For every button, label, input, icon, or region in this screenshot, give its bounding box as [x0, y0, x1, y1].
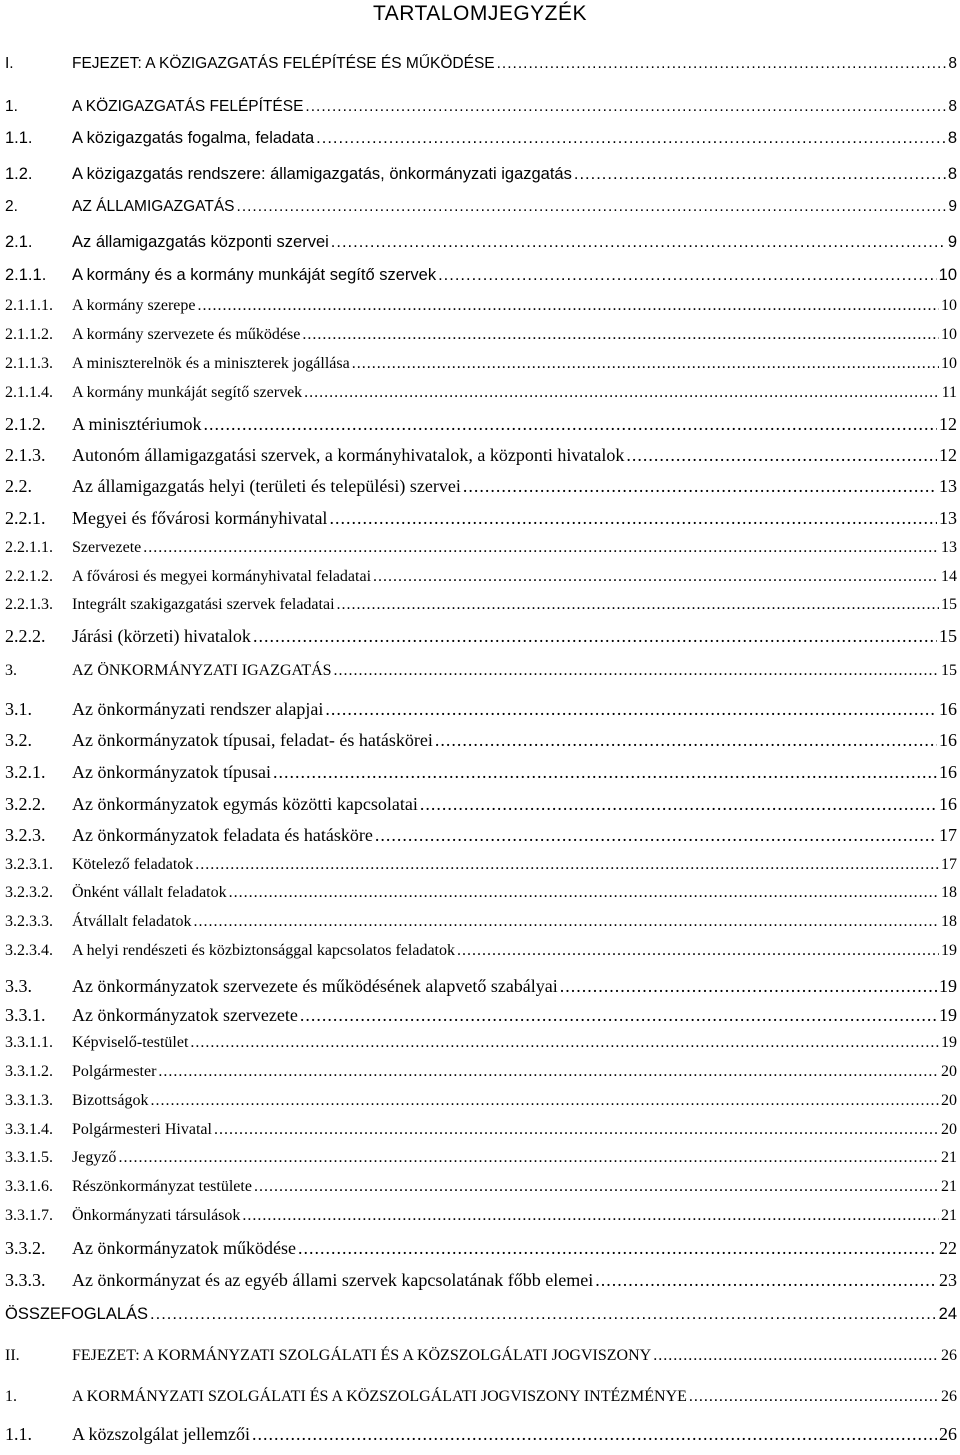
toc-entry-page: 15 — [941, 596, 957, 613]
toc-entry-number: 3.2.1. — [5, 762, 46, 782]
toc-entry[interactable] — [5, 700, 957, 718]
toc-entry-number: 3.3.1.6. — [5, 1178, 53, 1195]
toc-entry-page: 13 — [939, 476, 957, 496]
toc-entry-title: A miniszterelnök és a miniszterek jogállása — [72, 355, 350, 372]
toc-entry-number: 3.3.1.3. — [5, 1092, 53, 1109]
toc-entry-title: A KORMÁNYZATI SZOLGÁLATI ÉS A KÖZSZOLGÁLATI JOGVISZONY INTÉZMÉNYE — [72, 1388, 687, 1405]
toc-entry[interactable] — [5, 1425, 957, 1443]
toc-entry-number: 1.2. — [5, 165, 33, 183]
toc-dot-leader — [435, 731, 937, 749]
toc-dot-leader — [298, 1239, 937, 1257]
toc-entry-number: 2.2.1.1. — [5, 539, 53, 556]
toc-entry-page: 8 — [947, 165, 957, 183]
toc-entry-number: 3.3.1.2. — [5, 1063, 53, 1080]
toc-entry[interactable] — [5, 415, 957, 433]
toc-entry[interactable] — [5, 1150, 957, 1166]
toc-entry-title: Részönkormányzat testülete — [72, 1178, 252, 1195]
toc-entry-page: 18 — [941, 884, 957, 901]
toc-entry-title: Megyei és fővárosi kormányhivatal — [72, 508, 328, 528]
toc-dot-leader — [305, 99, 946, 115]
toc-entry[interactable] — [5, 977, 957, 995]
toc-entry-title: Integrált szakigazgatási szervek feladatai — [72, 596, 335, 613]
toc-entry-page: 16 — [939, 699, 957, 719]
toc-entry-title: A KÖZIGAZGATÁS FELÉPÍTÉSE — [72, 98, 304, 115]
toc-entry-title: Kötelező feladatok — [72, 856, 194, 873]
toc-entry-number: 2.1.1.4. — [5, 384, 53, 401]
toc-entry-title: Szervezete — [72, 539, 142, 556]
toc-entry[interactable] — [5, 327, 957, 343]
toc-entry-title: A közigazgatás fogalma, feladata — [72, 129, 315, 147]
toc-entry-title: Az önkormányzat és az egyéb állami szervek kapcsolatának főbb elemei — [72, 1270, 594, 1290]
toc-entry-title: FEJEZET: A KORMÁNYZATI SZOLGÁLATI ÉS A KÖZSZOLGÁLATI JOGVISZONY — [72, 1347, 652, 1364]
toc-entry[interactable] — [5, 298, 957, 314]
toc-entry[interactable] — [5, 56, 957, 72]
toc-entry-title: Bizottságok — [72, 1092, 149, 1109]
toc-entry-number: 2.2.1.2. — [5, 568, 53, 585]
toc-dot-leader — [560, 977, 937, 995]
toc-entry-number: 3.3.1. — [5, 1005, 46, 1025]
toc-entry-page: 26 — [941, 1347, 957, 1364]
toc-dot-leader — [316, 130, 946, 147]
toc-entry-page: 10 — [941, 326, 957, 343]
toc-dot-leader — [118, 1150, 939, 1166]
toc-dot-leader — [595, 1271, 937, 1289]
toc-entry-page: 13 — [941, 539, 957, 556]
toc-entry-title: AZ ÖNKORMÁNYZATI IGAZGATÁS — [72, 662, 332, 679]
toc-dot-leader — [304, 385, 939, 401]
toc-entry-number: 1.1. — [5, 1424, 32, 1444]
toc-entry-title: Átvállalt feladatok — [72, 913, 192, 930]
toc-entry-page: 20 — [941, 1121, 957, 1138]
toc-entry[interactable] — [5, 1064, 957, 1080]
toc-entry-page: 24 — [938, 1305, 957, 1323]
toc-dot-leader — [194, 914, 939, 930]
toc-entry-number: I. — [5, 55, 14, 72]
toc-dot-leader — [204, 415, 938, 433]
toc-entry-number: 3.2.2. — [5, 794, 46, 814]
toc-entry-page: 21 — [941, 1149, 957, 1166]
toc-entry-page: 8 — [947, 129, 957, 147]
toc-entry[interactable] — [5, 477, 957, 495]
toc-entry-page: 9 — [947, 233, 957, 251]
toc-entry-title: Járási (körzeti) hivatalok — [72, 626, 251, 646]
toc-entry-title: A kormány szervezete és működése — [72, 326, 301, 343]
toc-entry[interactable] — [5, 731, 957, 749]
toc-entry[interactable] — [5, 267, 957, 284]
toc-entry-page: 13 — [939, 508, 957, 528]
toc-entry[interactable] — [5, 1179, 957, 1195]
toc-entry-number: 3.3. — [5, 976, 32, 996]
toc-entry-title: A közigazgatás rendszere: államigazgatás, önkormányzati igazgatás — [72, 165, 572, 183]
toc-entry-number: 3.2. — [5, 730, 32, 750]
toc-entry[interactable] — [5, 663, 957, 679]
toc-entry-page: 19 — [941, 942, 957, 959]
toc-entry-title: Az önkormányzatok működése — [72, 1238, 296, 1258]
toc-entry[interactable] — [5, 1348, 957, 1364]
toc-dot-leader — [463, 477, 937, 495]
toc-entry-number: 2. — [5, 198, 18, 215]
toc-entry[interactable] — [5, 1239, 957, 1257]
toc-entry-number: 3.1. — [5, 699, 32, 719]
toc-entry[interactable] — [5, 1271, 957, 1289]
toc-dot-leader — [337, 597, 939, 613]
toc-dot-leader — [198, 298, 939, 314]
toc-dot-leader — [325, 700, 937, 718]
toc-entry-number: 3.2.3.2. — [5, 884, 53, 901]
toc-entry-title: Az önkormányzatok típusai, feladat- és hatáskörei — [72, 730, 433, 750]
toc-entry-page: 19 — [939, 1005, 957, 1025]
toc-entry[interactable] — [5, 130, 957, 147]
toc-dot-leader — [497, 56, 947, 72]
toc-entry-number: 3.2.3.4. — [5, 942, 53, 959]
page-title: TARTALOMJEGYZÉK — [372, 2, 588, 25]
toc-entry-number: 1. — [5, 98, 18, 115]
toc-dot-leader — [158, 1064, 939, 1080]
toc-entry-number: 3.3.1.1. — [5, 1034, 53, 1051]
toc-dot-leader — [300, 1006, 937, 1024]
toc-dot-leader — [626, 446, 937, 464]
toc-entry-page: 23 — [939, 1270, 957, 1290]
toc-entry-number: 2.1.2. — [5, 414, 46, 434]
toc-dot-leader — [574, 166, 946, 183]
toc-entry-number: 2.2. — [5, 476, 32, 496]
toc-entry[interactable] — [5, 1208, 957, 1224]
toc-entry-title: A közszolgálat jellemzői — [72, 1424, 250, 1444]
toc-entry[interactable] — [5, 1306, 957, 1323]
toc-entry-title: Az önkormányzatok feladata és hatásköre — [72, 825, 373, 845]
toc-entry[interactable] — [5, 1006, 957, 1024]
toc-entry-title: Az államigazgatás központi szervei — [72, 233, 329, 251]
toc-entry-title: AZ ÁLLAMIGAZGATÁS — [72, 198, 235, 215]
toc-entry[interactable] — [5, 914, 957, 930]
toc-entry[interactable] — [5, 99, 957, 115]
toc-entry[interactable] — [5, 763, 957, 781]
toc-entry-page: 10 — [941, 297, 957, 314]
toc-entry-number: 3.2.3. — [5, 825, 46, 845]
toc-entry-title: A kormány és a kormány munkáját segítő szervek — [72, 266, 437, 284]
toc-entry-number: 2.1.3. — [5, 445, 46, 465]
toc-entry-page: 15 — [941, 662, 957, 679]
toc-entry-number: 3.3.1.7. — [5, 1207, 53, 1224]
toc-entry-number: 3.2.3.3. — [5, 913, 53, 930]
toc-entry[interactable] — [5, 385, 957, 401]
toc-entry-title: Polgármester — [72, 1063, 157, 1080]
toc-entry-page: 19 — [941, 1034, 957, 1051]
toc-entry-page: 8 — [948, 55, 957, 72]
toc-dot-leader — [237, 199, 947, 215]
toc-entry-title: Önként vállalt feladatok — [72, 884, 227, 901]
toc-entry-number: 3.3.3. — [5, 1270, 46, 1290]
toc-dot-leader — [150, 1093, 939, 1109]
toc-entry-title: Önkormányzati társulások — [72, 1207, 241, 1224]
toc-dot-leader — [253, 627, 937, 645]
toc-entry[interactable] — [5, 569, 957, 585]
toc-dot-leader — [254, 1179, 939, 1195]
toc-entry[interactable] — [5, 826, 957, 844]
toc-entry-page: 17 — [939, 825, 957, 845]
toc-entry-number: 3.3.2. — [5, 1238, 46, 1258]
toc-entry[interactable] — [5, 1389, 957, 1405]
toc-entry-page: 12 — [939, 414, 957, 434]
toc-entry-title: Az önkormányzatok egymás közötti kapcsolatai — [72, 794, 418, 814]
toc-entry-title: Képviselő-testület — [72, 1034, 189, 1051]
toc-entry[interactable] — [5, 857, 957, 873]
toc-dot-leader — [252, 1425, 937, 1443]
toc-dot-leader — [273, 763, 937, 781]
toc-entry-number: 3.3.1.5. — [5, 1149, 53, 1166]
toc-entry-number: 3. — [5, 662, 17, 679]
toc-entry-number: II. — [5, 1347, 20, 1364]
toc-dot-leader — [302, 327, 939, 343]
toc-dot-leader — [190, 1035, 939, 1051]
toc-entry-page: 19 — [939, 976, 957, 996]
toc-dot-leader — [331, 234, 946, 251]
toc-dot-leader — [420, 795, 937, 813]
toc-entry[interactable] — [5, 1122, 957, 1138]
toc-dot-leader — [242, 1208, 939, 1224]
toc-entry[interactable] — [5, 1035, 957, 1051]
toc-entry-title: Az államigazgatás helyi (területi és települési) szervei — [72, 476, 461, 496]
toc-entry-page: 18 — [941, 913, 957, 930]
toc-dot-leader — [214, 1122, 939, 1138]
toc-dot-leader — [150, 1306, 937, 1323]
toc-entry-number: 1. — [5, 1388, 17, 1405]
toc-entry-page: 9 — [948, 198, 957, 215]
toc-entry[interactable] — [5, 627, 957, 645]
toc-entry-page: 11 — [941, 384, 957, 401]
toc-entry-title: A fővárosi és megyei kormányhivatal feladatai — [72, 568, 372, 585]
toc-entry-page: 10 — [941, 355, 957, 372]
toc-entry-page: 16 — [939, 794, 957, 814]
toc-entry[interactable] — [5, 885, 957, 901]
toc-entry-page: 20 — [941, 1063, 957, 1080]
toc-entry-page: 16 — [939, 762, 957, 782]
toc-entry[interactable] — [5, 540, 957, 556]
toc-dot-leader — [329, 509, 937, 527]
toc-entry-number: 2.1.1.3. — [5, 355, 53, 372]
toc-entry-page: 26 — [941, 1388, 957, 1405]
toc-entry-page: 17 — [941, 856, 957, 873]
toc-entry-number: 2.2.2. — [5, 626, 46, 646]
toc-entry-title: Polgármesteri Hivatal — [72, 1121, 212, 1138]
toc-dot-leader — [143, 540, 939, 556]
toc-entry-number: 2.1. — [5, 233, 33, 251]
toc-entry-title: Az önkormányzati rendszer alapjai — [72, 699, 324, 719]
toc-dot-leader — [438, 267, 937, 284]
toc-entry-title: A helyi rendészeti és közbiztonsággal kapcsolatos feladatok — [72, 942, 455, 959]
toc-dot-leader — [689, 1389, 939, 1405]
toc-dot-leader — [195, 857, 939, 873]
toc-entry-number: 2.1.1. — [5, 266, 47, 284]
toc-entry-number: 2.1.1.2. — [5, 326, 53, 343]
toc-entry-number: 2.1.1.1. — [5, 297, 53, 314]
toc-dot-leader — [352, 356, 939, 372]
toc-entry[interactable] — [5, 943, 957, 959]
toc-entry-number: 3.3.1.4. — [5, 1121, 53, 1138]
toc-entry-title: Autonóm államigazgatási szervek, a kormányhivatalok, a központi hivatalok — [72, 445, 625, 465]
toc-dot-leader — [457, 943, 939, 959]
toc-entry-page: 8 — [948, 98, 957, 115]
toc-entry-page: 14 — [941, 568, 957, 585]
toc-entry[interactable] — [5, 199, 957, 215]
toc-entry-title: Az önkormányzatok szervezete — [72, 1005, 298, 1025]
toc-dot-leader — [375, 826, 937, 844]
toc-entry[interactable] — [5, 234, 957, 251]
toc-entry-page: 22 — [939, 1238, 957, 1258]
toc-entry[interactable] — [5, 597, 957, 613]
toc-entry-number: 3.2.3.1. — [5, 856, 53, 873]
toc-entry-title: Az önkormányzatok szervezete és működésének alapvető szabályai — [72, 976, 558, 996]
toc-entry-page: 12 — [939, 445, 957, 465]
toc-dot-leader — [653, 1348, 939, 1364]
toc-entry-title: A kormány munkáját segítő szervek — [72, 384, 303, 401]
toc-entry[interactable] — [5, 446, 957, 464]
toc-entry-page: 15 — [939, 626, 957, 646]
toc-dot-leader — [229, 885, 939, 901]
toc-entry-page: 26 — [939, 1424, 957, 1444]
toc-dot-leader — [334, 663, 939, 679]
toc-entry-page: 21 — [941, 1178, 957, 1195]
toc-entry[interactable] — [5, 166, 957, 183]
toc-entry-title: FEJEZET: A KÖZIGAZGATÁS FELÉPÍTÉSE ÉS MŰKÖDÉSE — [72, 55, 495, 72]
toc-entry-title: Jegyző — [72, 1149, 117, 1166]
toc-dot-leader — [373, 569, 939, 585]
toc-entry-number: 1.1. — [5, 129, 33, 147]
toc-entry[interactable] — [5, 795, 957, 813]
toc-entry[interactable] — [5, 509, 957, 527]
toc-entry-page: 21 — [941, 1207, 957, 1224]
toc-entry[interactable] — [5, 356, 957, 372]
toc-entry-page: 16 — [939, 730, 957, 750]
toc-entry-number: 2.2.1.3. — [5, 596, 53, 613]
toc-entry-title: Az önkormányzatok típusai — [72, 762, 271, 782]
toc-entry-title: A kormány szerepe — [72, 297, 196, 314]
toc-entry-page: 10 — [938, 266, 957, 284]
toc-entry-title: ÖSSZEFOGLALÁS — [5, 1305, 149, 1323]
toc-entry-title: A minisztériumok — [72, 414, 202, 434]
toc-entry-number: 2.2.1. — [5, 508, 46, 528]
toc-entry[interactable] — [5, 1093, 957, 1109]
toc-entry-page: 20 — [941, 1092, 957, 1109]
